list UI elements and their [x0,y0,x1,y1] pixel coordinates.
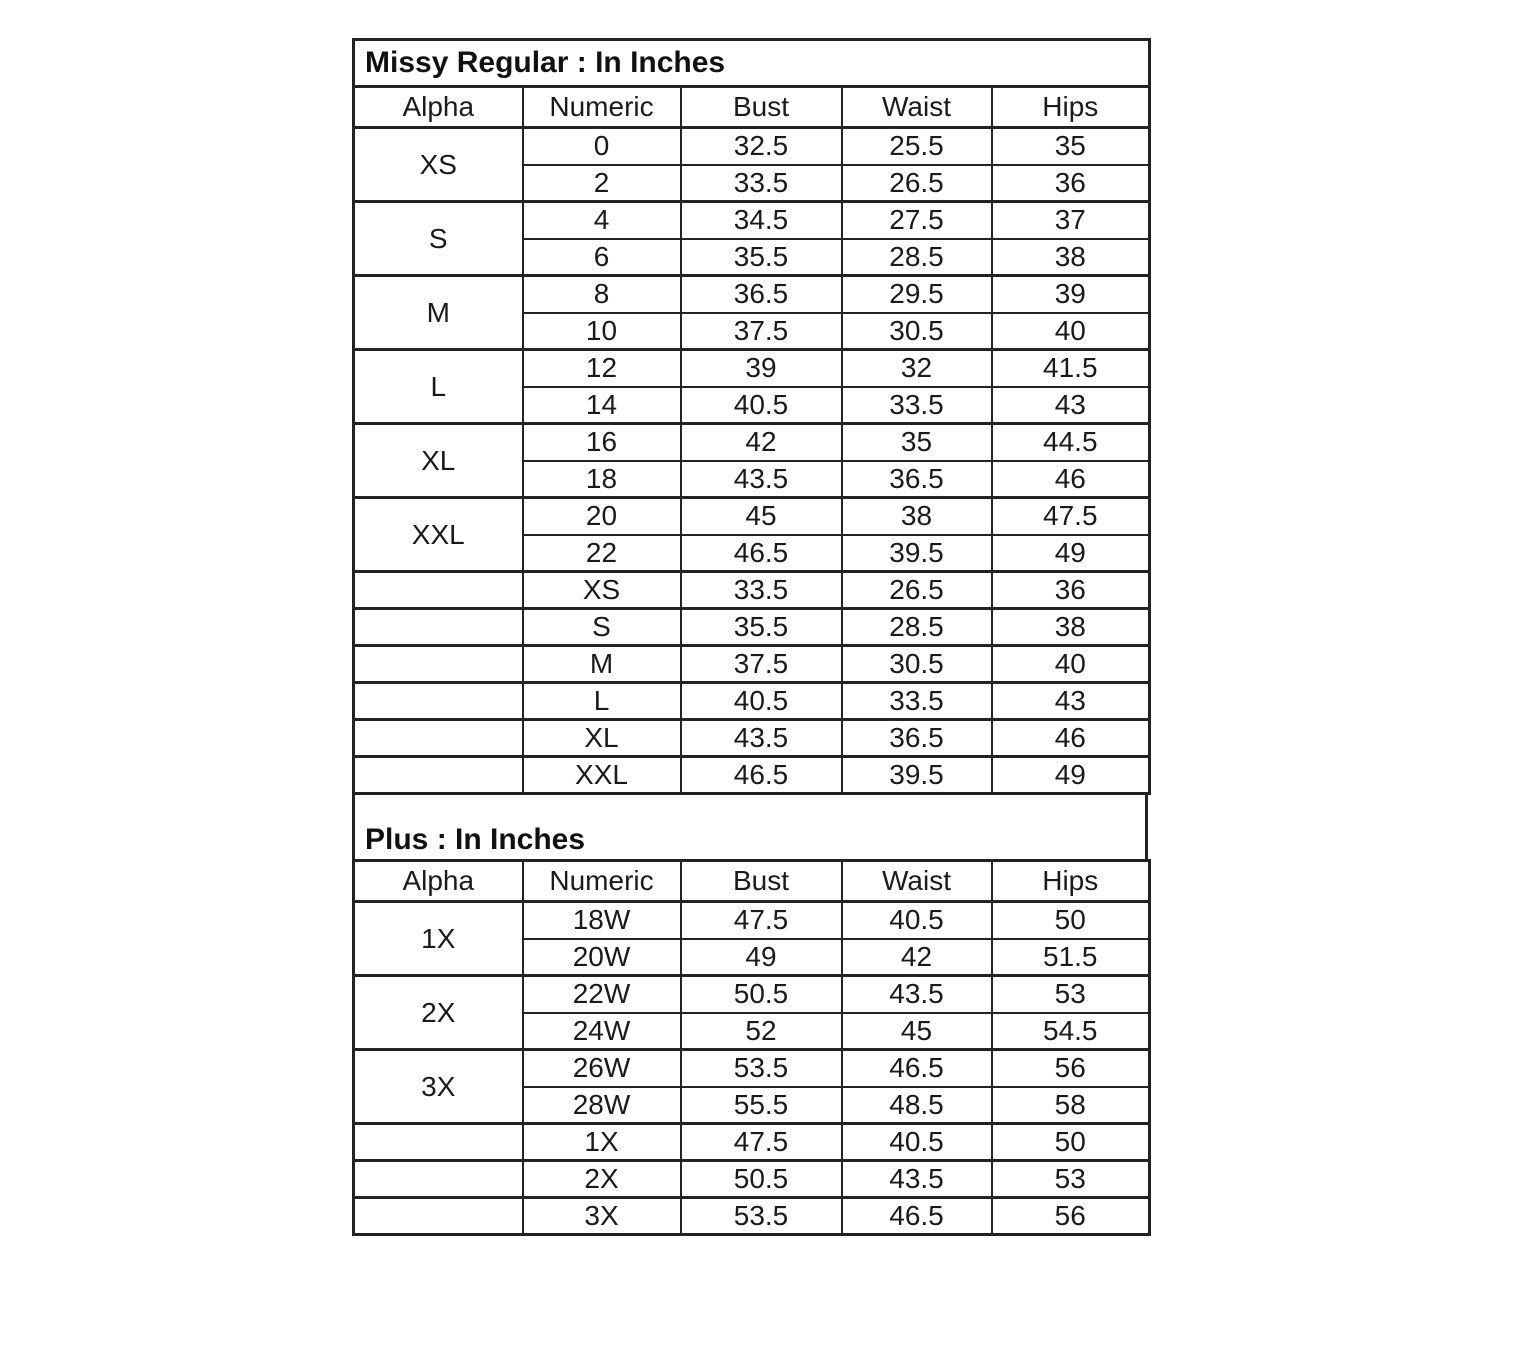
alpha-cell-empty [354,609,523,646]
hips-cell: 37 [992,202,1150,239]
hips-cell: 46 [992,720,1150,757]
hips-cell: 39 [992,276,1150,313]
size-row [354,424,1150,461]
alpha-cell: L [354,350,523,424]
bust-cell: 34.5 [681,202,842,239]
plus-table-title: Plus : In Inches [365,823,586,856]
bust-cell: 40.5 [681,683,842,720]
numeric-cell: 4 [523,202,681,239]
size-row [354,683,1150,720]
waist-cell: 45 [842,1013,992,1050]
hips-cell: 54.5 [992,1013,1150,1050]
hips-cell: 49 [992,535,1150,572]
numeric-cell: 22 [523,535,681,572]
missy-regular-table [352,38,1151,795]
waist-cell: 40.5 [842,1124,992,1161]
plus-table [352,859,1151,1236]
numeric-cell: 10 [523,313,681,350]
waist-cell: 40.5 [842,902,992,939]
hips-cell: 53 [992,1161,1150,1198]
numeric-cell: L [523,683,681,720]
column-header-numeric: Numeric [523,87,681,128]
numeric-cell: S [523,609,681,646]
waist-cell: 36.5 [842,461,992,498]
alpha-cell: S [354,202,523,276]
numeric-cell: 28W [523,1087,681,1124]
bust-cell: 49 [681,939,842,976]
hips-cell: 50 [992,1124,1150,1161]
numeric-cell: 2 [523,165,681,202]
bust-cell: 55.5 [681,1087,842,1124]
alpha-cell-empty [354,572,523,609]
bust-cell: 43.5 [681,720,842,757]
alpha-cell: XS [354,128,523,202]
hips-cell: 49 [992,757,1150,794]
alpha-cell-empty [354,683,523,720]
alpha-cell-empty [354,1161,523,1198]
bust-cell: 46.5 [681,757,842,794]
alpha-cell: XL [354,424,523,498]
size-row [354,757,1150,794]
waist-cell: 33.5 [842,683,992,720]
waist-cell: 29.5 [842,276,992,313]
missy-regular-title-row [354,40,1150,87]
column-header-row [354,861,1150,902]
numeric-cell: 14 [523,387,681,424]
size-row [354,1198,1150,1235]
bust-cell: 39 [681,350,842,387]
hips-cell: 40 [992,313,1150,350]
bust-cell: 35.5 [681,239,842,276]
numeric-cell: 16 [523,424,681,461]
hips-cell: 56 [992,1050,1150,1087]
bust-cell: 47.5 [681,902,842,939]
waist-cell: 38 [842,498,992,535]
hips-cell: 36 [992,572,1150,609]
alpha-cell-empty [354,757,523,794]
bust-cell: 33.5 [681,572,842,609]
size-row [354,720,1150,757]
size-row [354,646,1150,683]
waist-cell: 28.5 [842,239,992,276]
column-header-bust: Bust [681,87,842,128]
numeric-cell: 1X [523,1124,681,1161]
hips-cell: 51.5 [992,939,1150,976]
numeric-cell: 24W [523,1013,681,1050]
column-header-alpha: Alpha [354,861,523,902]
hips-cell: 36 [992,165,1150,202]
waist-cell: 48.5 [842,1087,992,1124]
alpha-cell: XXL [354,498,523,572]
hips-cell: 40 [992,646,1150,683]
size-row [354,902,1150,939]
bust-cell: 32.5 [681,128,842,165]
size-row [354,1050,1150,1087]
bust-cell: 53.5 [681,1198,842,1235]
waist-cell: 33.5 [842,387,992,424]
size-row [354,202,1150,239]
bust-cell: 50.5 [681,976,842,1013]
hips-cell: 43 [992,387,1150,424]
waist-cell: 39.5 [842,535,992,572]
size-row [354,498,1150,535]
numeric-cell: 2X [523,1161,681,1198]
hips-cell: 47.5 [992,498,1150,535]
column-header-numeric: Numeric [523,861,681,902]
hips-cell: 35 [992,128,1150,165]
bust-cell: 50.5 [681,1161,842,1198]
numeric-cell: 12 [523,350,681,387]
alpha-cell-empty [354,646,523,683]
column-header-alpha: Alpha [354,87,523,128]
bust-cell: 53.5 [681,1050,842,1087]
hips-cell: 58 [992,1087,1150,1124]
numeric-cell: M [523,646,681,683]
waist-cell: 30.5 [842,646,992,683]
numeric-cell: 0 [523,128,681,165]
waist-cell: 26.5 [842,165,992,202]
plus-section-title-area [352,795,1148,859]
bust-cell: 47.5 [681,1124,842,1161]
alpha-cell-empty [354,1124,523,1161]
size-row [354,1161,1150,1198]
waist-cell: 28.5 [842,609,992,646]
waist-cell: 43.5 [842,976,992,1013]
bust-cell: 52 [681,1013,842,1050]
numeric-cell: 8 [523,276,681,313]
bust-cell: 46.5 [681,535,842,572]
waist-cell: 32 [842,350,992,387]
column-header-hips: Hips [992,87,1150,128]
numeric-cell: 18W [523,902,681,939]
bust-cell: 33.5 [681,165,842,202]
hips-cell: 43 [992,683,1150,720]
numeric-cell: 3X [523,1198,681,1235]
numeric-cell: XXL [523,757,681,794]
size-row [354,350,1150,387]
bust-cell: 37.5 [681,646,842,683]
waist-cell: 42 [842,939,992,976]
size-chart-tables [352,38,1148,1236]
size-row [354,976,1150,1013]
size-row [354,1124,1150,1161]
waist-cell: 36.5 [842,720,992,757]
hips-cell: 38 [992,239,1150,276]
missy-regular-table-title: Missy Regular : In Inches [354,40,1150,87]
bust-cell: 43.5 [681,461,842,498]
column-header-hips: Hips [992,861,1150,902]
waist-cell: 30.5 [842,313,992,350]
waist-cell: 26.5 [842,572,992,609]
alpha-cell: 2X [354,976,523,1050]
alpha-cell-empty [354,720,523,757]
column-header-waist: Waist [842,87,992,128]
size-row [354,276,1150,313]
alpha-cell-empty [354,1198,523,1235]
waist-cell: 25.5 [842,128,992,165]
waist-cell: 46.5 [842,1198,992,1235]
column-header-row [354,87,1150,128]
alpha-cell: 3X [354,1050,523,1124]
column-header-bust: Bust [681,861,842,902]
bust-cell: 35.5 [681,609,842,646]
numeric-cell: XL [523,720,681,757]
numeric-cell: 26W [523,1050,681,1087]
bust-cell: 36.5 [681,276,842,313]
column-header-waist: Waist [842,861,992,902]
bust-cell: 42 [681,424,842,461]
size-row [354,609,1150,646]
hips-cell: 56 [992,1198,1150,1235]
size-row [354,128,1150,165]
alpha-cell: M [354,276,523,350]
size-row [354,572,1150,609]
numeric-cell: 18 [523,461,681,498]
waist-cell: 27.5 [842,202,992,239]
hips-cell: 38 [992,609,1150,646]
hips-cell: 46 [992,461,1150,498]
hips-cell: 50 [992,902,1150,939]
numeric-cell: 20 [523,498,681,535]
alpha-cell: 1X [354,902,523,976]
hips-cell: 41.5 [992,350,1150,387]
bust-cell: 45 [681,498,842,535]
numeric-cell: 20W [523,939,681,976]
waist-cell: 35 [842,424,992,461]
bust-cell: 37.5 [681,313,842,350]
hips-cell: 53 [992,976,1150,1013]
waist-cell: 43.5 [842,1161,992,1198]
waist-cell: 39.5 [842,757,992,794]
hips-cell: 44.5 [992,424,1150,461]
numeric-cell: 22W [523,976,681,1013]
numeric-cell: XS [523,572,681,609]
numeric-cell: 6 [523,239,681,276]
waist-cell: 46.5 [842,1050,992,1087]
bust-cell: 40.5 [681,387,842,424]
